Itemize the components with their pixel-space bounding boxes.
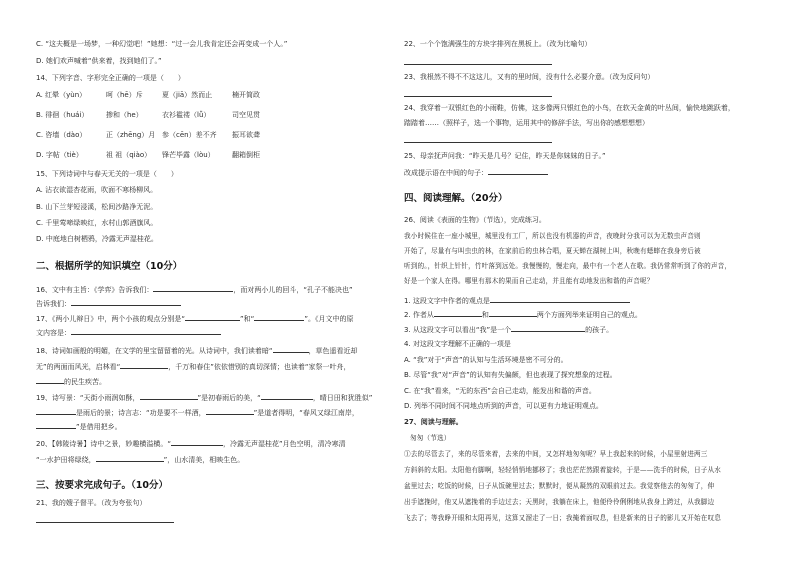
q26-sub4-option-a: A. “我”对于“声音”的认知与生活环境是密不可分的。 [404,356,568,364]
q21-stem: 21、我的嫂子督平。（改为夸张句） [36,499,147,507]
passage1-line3: 听到的。，针织上针针，竹叶落到远处。我慢慢的，慢走向，最中有一个老人在歌。我仍常常听到了你的声音， [404,262,732,270]
q26-sub1: 1. 这段文字中作者的观点是 [404,295,630,306]
q13-option-d: D. 她们欢声喊着“供来着，找到她们了。” [36,57,162,65]
q14-option-d: D. 字帖（tiè） 祖 祖（qiào） 锋芒毕露（lòu） 翻箱倒柜 [36,151,260,159]
passage2-title: 匆匆（节选） [410,434,451,442]
q18-line1: 18、诗词如画般的明媚，在文学的里宝留留着的光。从诗词中，我们读着暗“ ，草色遥看近却 [36,347,358,355]
q19-line3: ”是借用把乡。 [36,421,122,432]
passage2-line4: 出手遮挽时，他又从遮挽着的手边过去；天黑时，我躺在床上，他便伶伶俐俐地从我身上跨过，从我脚边 [404,498,715,506]
q15-option-a: A. 沾衣欲湿杏花雨，吹面不寒杨柳风。 [36,186,158,194]
q26-sub4-stem: 4. 对这段文字理解不正确的一项是 [404,340,511,348]
q14-option-c: C. 咨墙（dào） 正（zhēng）月 参（cēn）差不齐 振耳欲聋 [36,131,260,139]
q24-line2: 踏踏着……（照样子，选一个事物，运用其中的修辞手法，写出你的感想想想） [404,119,649,127]
q13-option-c: C. “这夫概是一场梦，一种幻觉吧！”她想：“过一会儿我肯定还会再变成一个人。” [36,40,288,48]
q15-stem: 15、下列诗词中与春天无关的一项是（ ） [36,170,178,178]
passage1-line2: 开始了，尽量有与叫虫虫的林，在家前后的虫林合唱，夏天蝉在湖树上叫，秋晚有蟋蟀在我身旁后被 [404,247,701,255]
q23-stem: 23、我根然不得不不这这儿，又有的里时间，没有什么必要介意。（改为反问句） [404,73,655,81]
q14-option-b: B. 徘徊（huái） 掺和（he） 衣衫褴褛（lǚ） 司空见贯 [36,111,260,119]
passage1-line4: 好是一个家人在得。哪里有那木的果而自己走动，并且能有动地发出和谐的声音呢？ [404,277,654,285]
q26-sub4-option-d: D. 列举不同时间不同地点听到的声音，可以更有力地证明观点。 [404,402,603,410]
q24-line1: 24、我穿着一双银红色的小雨鞋，仿佛，这多像两只银红色的小鸟，在软天金黄的叶丛间，愉快地跳跃着， [404,104,735,112]
q26-stem: 26、阅读《表面的生物》（节选），完成练习。 [404,216,546,224]
q19-line1: 19、诗写景：“天街小雨润如酥， ”是初春雨后的美，“ ，晴日田和犹胜似” [36,394,373,402]
q18-line2: 无”的两面而风光，启林看“ ，千万和春住”依依惜别的真切深情；也读着“家祭一叶舟， [36,363,351,371]
q22-stem: 22、一个个饱满强生的方块字排列在黑板上。（改为比喻句） [404,40,592,48]
q15-option-c: C. 千里莺啼绿映红，水村山郭酒旗风。 [36,219,158,227]
q26-sub4-option-c: C. 在“我”看来，“无的东西”会自己走动，能发出和谐的声音。 [404,387,596,395]
q17-line1: 17、《两小儿辩日》中，两个小孩的观点分别是“ ”和“ ”。《月文中的原 [36,315,354,323]
passage2-line2: 方斜斜的太阳。太阳他有脚啊，轻轻悄悄地挪移了；我也茫茫然跟着旋转，于是——洗手的时候，日子从水 [404,466,721,474]
q22-answer-line[interactable] [404,64,552,65]
q27-stem: 27、阅读与理解。 [404,418,463,426]
q24-answer-line[interactable] [404,142,552,143]
passage1-line1: 我小时候住在一座小城里，城里没有工厂，所以也没有机器的声音，夜晚时分我可以为无数虫声音则 [404,232,701,240]
q16-line1: 16、文中有主旨：《学弈》告诉我们： ，而对两小儿的回斗，“孔子不能决也” [36,286,353,294]
q20-line1: 20、【韩陵诗暑】诗中之景，妙趣横溢横。“ ，冷露无声湿桂花”月色空明，清冷寒清 [36,440,346,448]
section-4-heading: 四、阅读理解。（20分） [404,193,508,204]
q19-line2: 是雨后的景；诗言志：“功是要不一样酒， ”是道者得明，“春风又绿江南岸， [36,407,359,418]
section-2-heading: 二、根据所学的知识填空（10分） [36,261,183,272]
q14-option-a: A. 红晕（yùn） 呵（hē）斥 夏（jiā）然而止 楠开简政 [36,91,260,99]
q20-line2: “一水护田将绿绕， ”，山水清美，相映生色。 [36,456,245,464]
q14-stem: 14、下列字音、字形完全正确的一项是（ ） [36,74,185,82]
passage2-line5: 飞去了；等我睁开眼和太阳再见，这算又溜走了一日；我掩着面叹息，但是新来的日子的影儿又开始在叹息 [404,514,721,522]
section-3-heading: 三、按要求完成句子。（10分） [36,480,168,491]
q18-line3: 的民生疾苦。 [36,376,106,387]
q23-answer-line[interactable] [404,96,552,97]
passage2-line3: 盆里过去；吃饭的时候，日子从饭碗里过去；默默时，便从凝然的双眼前过去。我觉察他去的匆匆了，伸 [404,482,715,490]
q17-line2: 文内容是： [36,327,221,338]
q21-answer-line[interactable] [36,522,174,523]
passage2-line1: ①去的尽管去了，来的尽管来着，去来的中间，又怎样地匆匆呢？早上我起来的时候，小屋里射进两三 [404,450,708,458]
q26-sub3: 3. 从这段文字可以看出“我”是一个 的孩子。 [404,326,614,334]
q15-option-b: B. 山下兰芽短浸溪，松间沙路净无泥。 [36,203,158,211]
q16-line2: 告诉我们： [36,298,181,309]
q15-option-d: D. 中庭地白树栖鸦，冷露无声湿桂花。 [36,235,158,243]
q25-line2: 改成提示语在中间的句子： [404,167,548,178]
q25-line1: 25、母亲抚声问我：“昨天是几号？记住，昨天是你妹妹的日子。” [404,152,606,160]
q26-sub2: 2. 作者从 和 两个方面列举来证明自己的观点。 [404,311,642,319]
q26-sub4-option-b: B. 尽管“我”对“声音”的认知有失偏颇，但也表现了探究想象的过程。 [404,371,617,379]
